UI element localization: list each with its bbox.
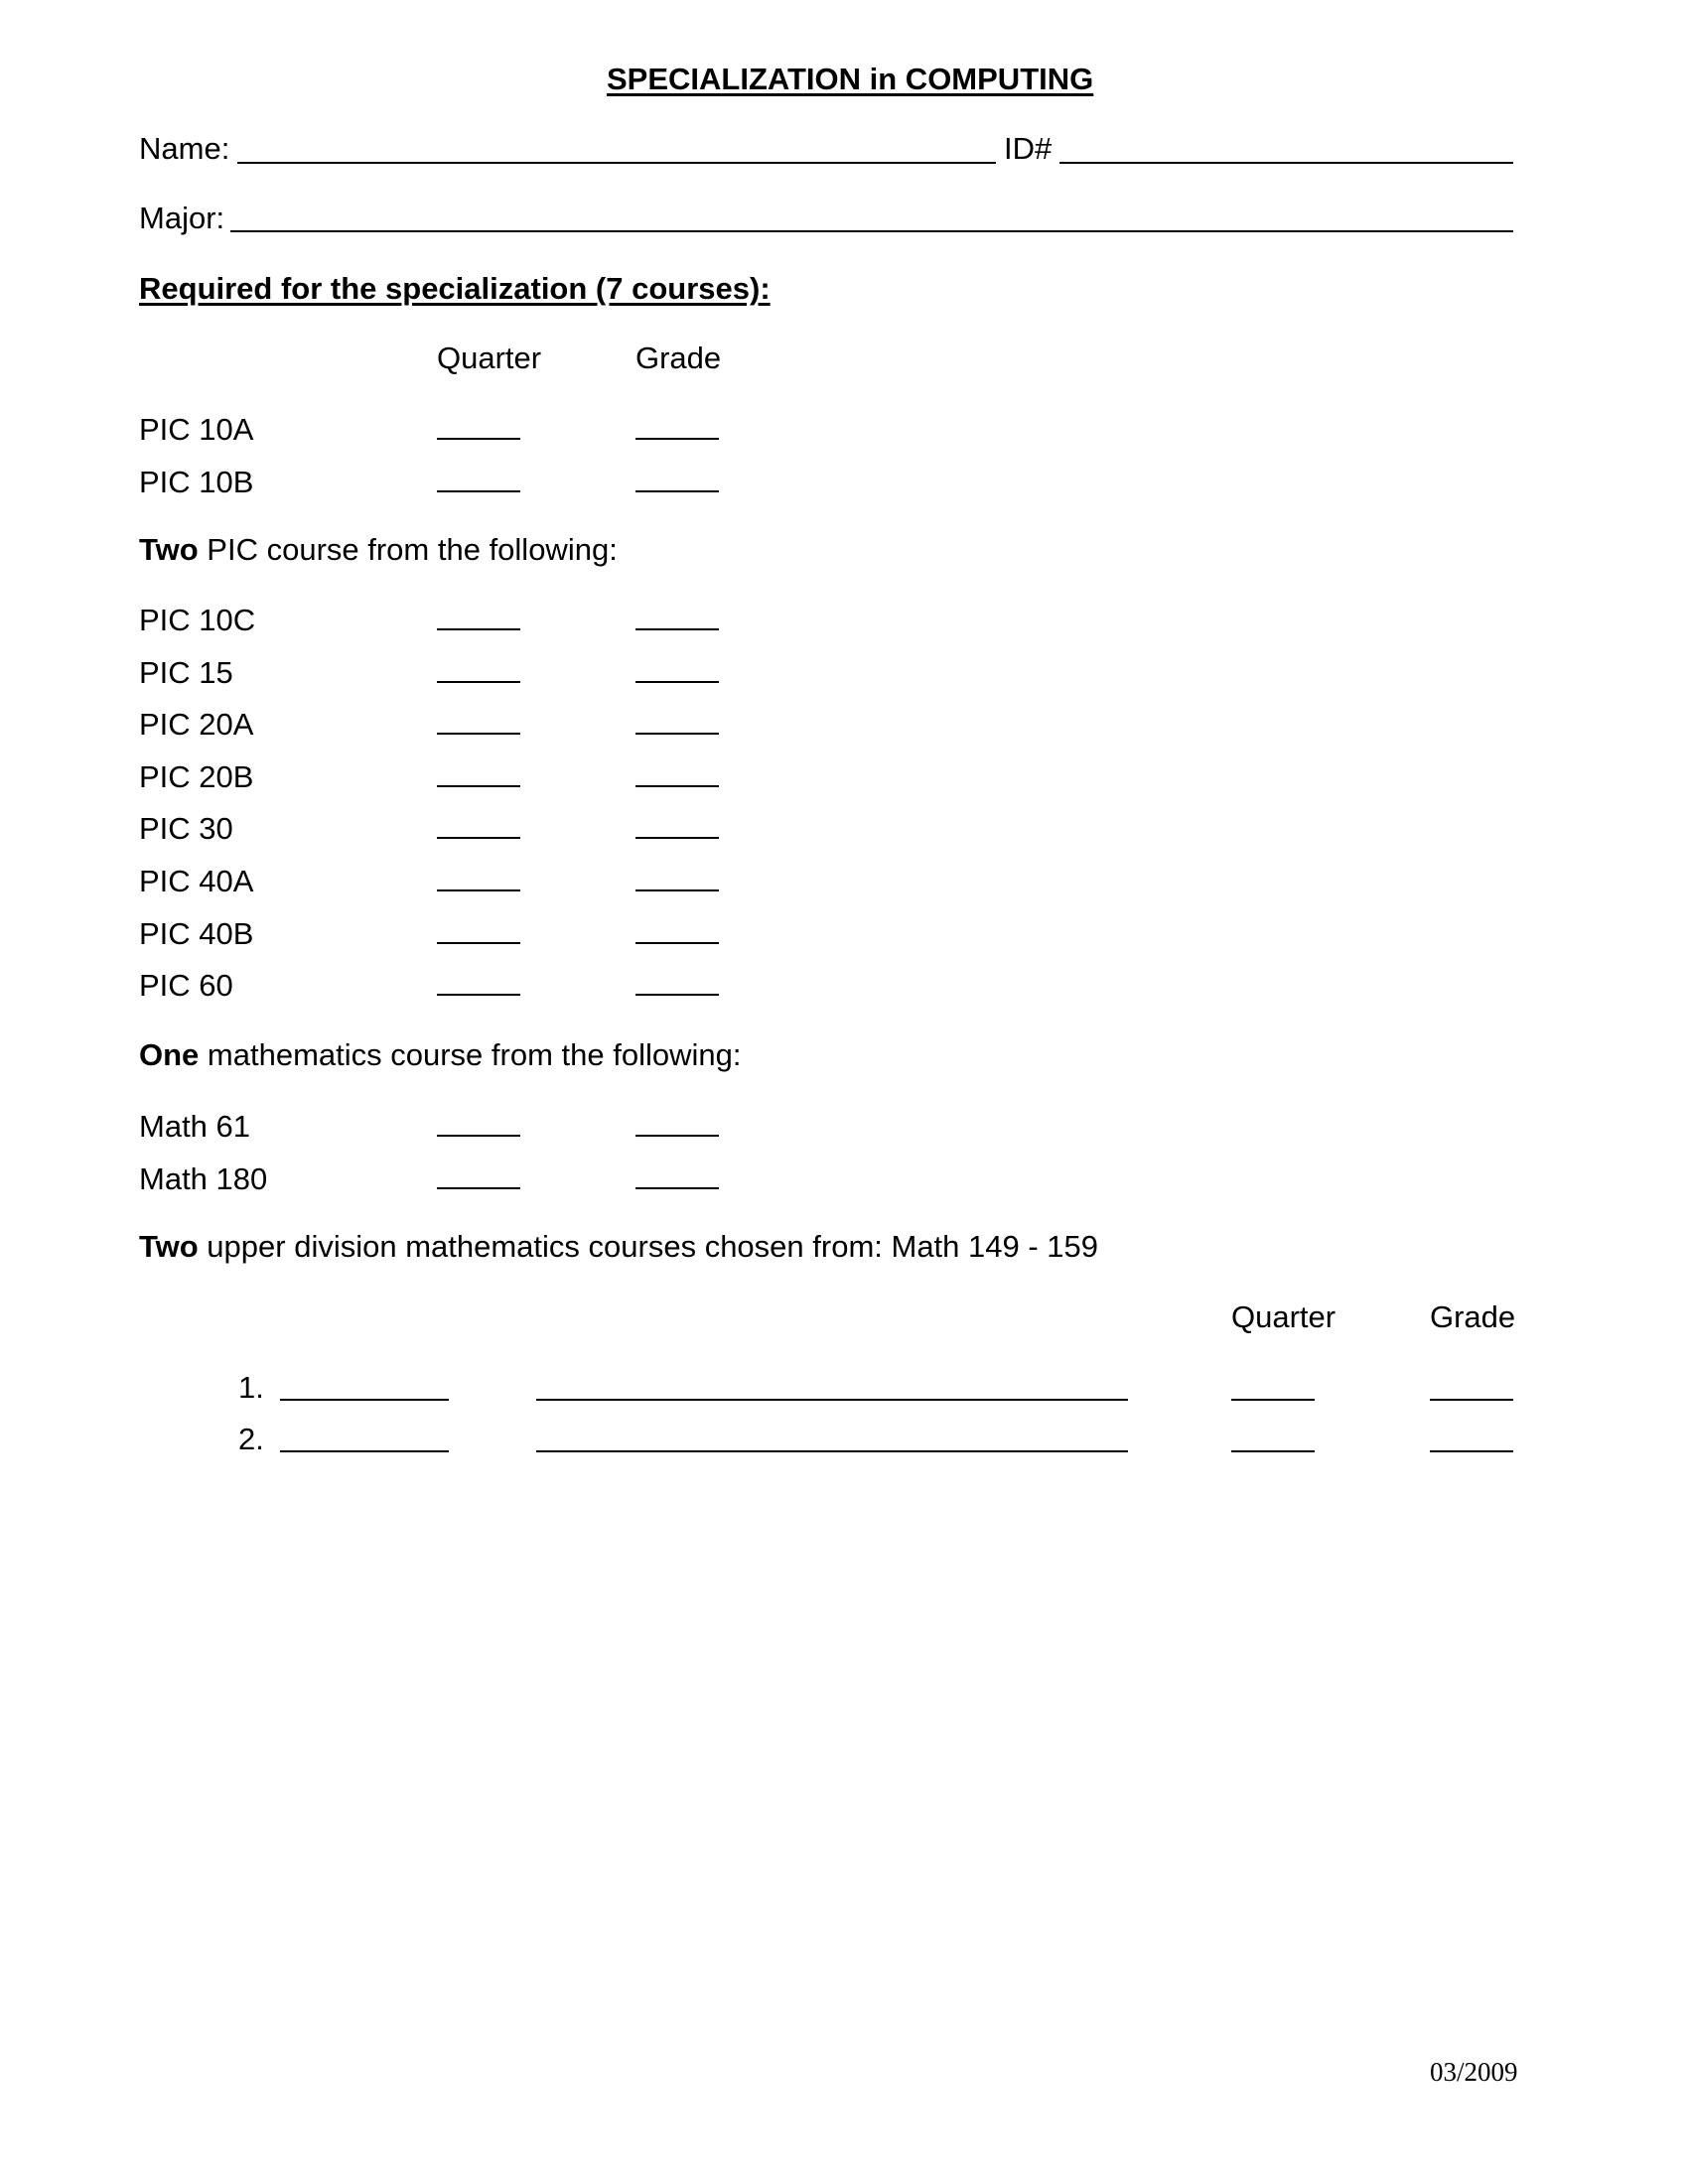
- upper-quarter-column-header: Quarter: [1231, 1299, 1336, 1334]
- course-title-field[interactable]: [536, 1399, 1128, 1401]
- pic-course-row: [139, 916, 834, 952]
- footer-date: 03/2009: [1430, 2057, 1518, 2087]
- pic-course-row: [139, 968, 834, 1004]
- grade-blank[interactable]: [635, 811, 719, 839]
- quarter-blank[interactable]: [437, 412, 520, 440]
- course-label: PIC 15: [139, 654, 233, 690]
- course-label: PIC 20B: [139, 758, 254, 794]
- quarter-blank[interactable]: [437, 968, 520, 996]
- quarter-column-header: Quarter: [437, 341, 542, 375]
- pic-course-row: [139, 811, 834, 847]
- math-course-row: [139, 1109, 834, 1145]
- course-label: PIC 20A: [139, 707, 254, 743]
- major-field[interactable]: [230, 230, 1513, 232]
- grade-blank[interactable]: [635, 707, 719, 735]
- grade-column-header: Grade: [635, 341, 722, 375]
- grade-blank[interactable]: [635, 412, 719, 440]
- grade-blank[interactable]: [635, 603, 719, 630]
- upper-section-emph: Two: [139, 1229, 199, 1264]
- grade-blank[interactable]: [635, 968, 719, 996]
- quarter-blank[interactable]: [437, 655, 520, 683]
- course-label: PIC 60: [139, 968, 233, 1004]
- grade-blank[interactable]: [635, 1109, 719, 1137]
- major-label: Major:: [139, 201, 225, 235]
- grade-blank[interactable]: [635, 916, 719, 944]
- course-label: PIC 10C: [139, 603, 256, 637]
- name-label: Name:: [139, 131, 230, 166]
- pic-section-text: PIC course from the following:: [198, 532, 618, 567]
- quarter-blank[interactable]: [437, 707, 520, 735]
- pic-course-row: [139, 603, 834, 638]
- grade-blank[interactable]: [1430, 1450, 1513, 1452]
- grade-blank[interactable]: [635, 1161, 719, 1189]
- required-course-row: [139, 465, 834, 500]
- course-number-field[interactable]: [280, 1399, 449, 1401]
- quarter-blank[interactable]: [437, 603, 520, 630]
- course-label: PIC 10A: [139, 412, 254, 447]
- upper-section-text: upper division mathematics courses chosen from: Math 149 - 159: [198, 1229, 1099, 1264]
- name-field[interactable]: [237, 162, 996, 164]
- quarter-blank[interactable]: [437, 759, 520, 787]
- course-label: PIC 40A: [139, 864, 254, 898]
- course-label: Math 61: [139, 1109, 251, 1144]
- quarter-blank[interactable]: [437, 811, 520, 839]
- grade-blank[interactable]: [1430, 1399, 1513, 1401]
- course-title-field[interactable]: [536, 1450, 1128, 1452]
- quarter-blank[interactable]: [1231, 1450, 1315, 1452]
- required-heading: Required for the specialization (7 courses):: [139, 271, 771, 306]
- upper-grade-column-header: Grade: [1430, 1299, 1516, 1334]
- pic-course-row: [139, 864, 834, 899]
- course-label: Math 180: [139, 1161, 268, 1196]
- grade-blank[interactable]: [635, 759, 719, 787]
- pic-course-row: [139, 655, 834, 691]
- math-section-emph: One: [139, 1037, 200, 1072]
- upper-row-number: 2.: [238, 1422, 264, 1456]
- upper-row-number: 1.: [238, 1370, 264, 1405]
- course-label: PIC 10B: [139, 465, 254, 499]
- quarter-blank[interactable]: [437, 1161, 520, 1189]
- pic-section-heading: [139, 534, 618, 565]
- quarter-blank[interactable]: [437, 864, 520, 891]
- id-label: ID#: [1004, 131, 1053, 166]
- grade-blank[interactable]: [635, 465, 719, 492]
- course-label: PIC 30: [139, 811, 233, 847]
- pic-section-emph: Two: [139, 532, 199, 567]
- course-number-field[interactable]: [280, 1450, 449, 1452]
- grade-blank[interactable]: [635, 655, 719, 683]
- course-label: PIC 40B: [139, 915, 254, 951]
- quarter-blank[interactable]: [1231, 1399, 1315, 1401]
- upper-section-heading: [139, 1231, 1098, 1262]
- quarter-blank[interactable]: [437, 916, 520, 944]
- required-course-row: [139, 412, 834, 448]
- quarter-blank[interactable]: [437, 465, 520, 492]
- math-course-row: [139, 1161, 834, 1197]
- grade-blank[interactable]: [635, 864, 719, 891]
- pic-course-row: [139, 707, 834, 743]
- math-section-heading: [139, 1039, 741, 1070]
- quarter-blank[interactable]: [437, 1109, 520, 1137]
- id-field[interactable]: [1059, 162, 1513, 164]
- page-title: SPECIALIZATION in COMPUTING: [607, 62, 1094, 96]
- pic-course-row: [139, 759, 834, 795]
- math-section-text: mathematics course from the following:: [199, 1037, 742, 1072]
